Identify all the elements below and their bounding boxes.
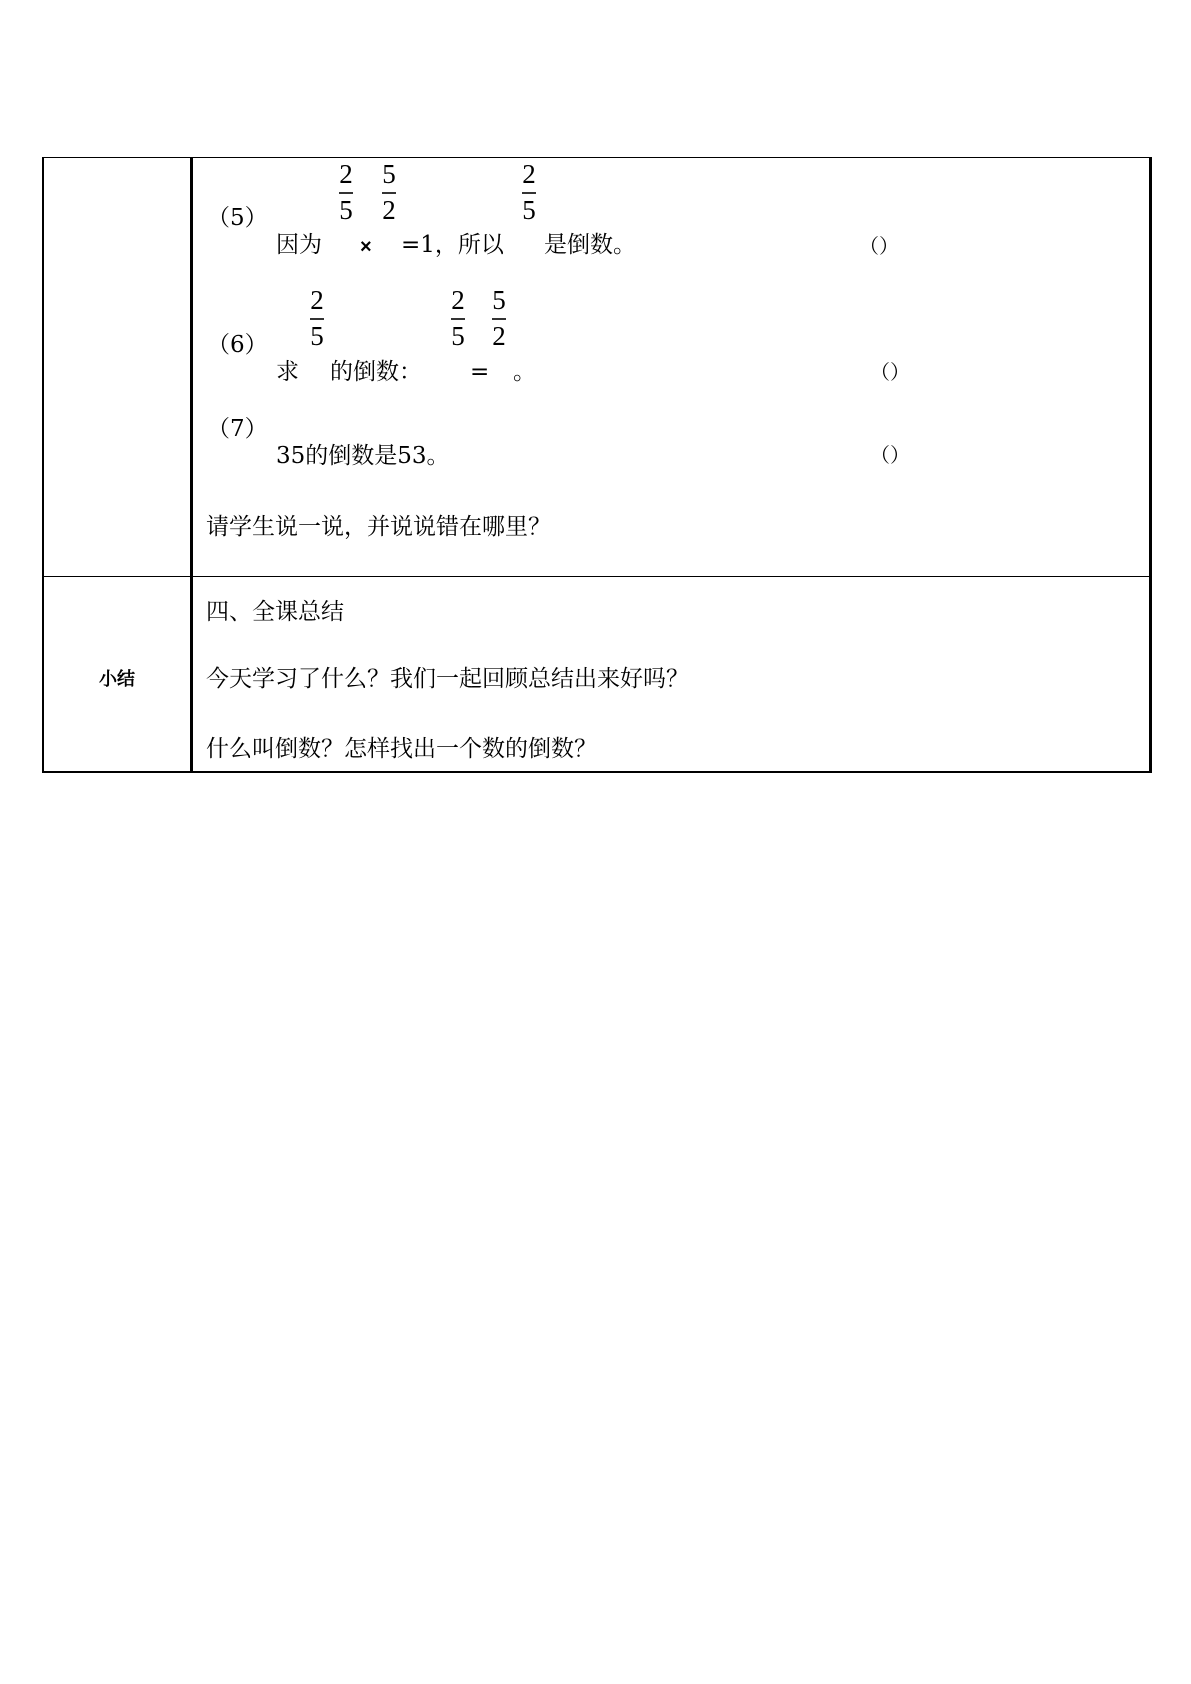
- table-right-border: [1149, 157, 1152, 773]
- item-number: （7）: [207, 416, 268, 442]
- fraction-two-fifths: 2 5: [339, 159, 353, 225]
- table-column-divider: [190, 157, 193, 773]
- table-bottom-border: [42, 771, 1152, 773]
- table-left-border: [42, 157, 44, 773]
- fraction-two-fifths: 2 5: [451, 285, 465, 351]
- equals-sign: =: [470, 359, 490, 385]
- item-number: （5）: [207, 205, 268, 231]
- statement-text: 35的倒数是53。: [276, 443, 450, 469]
- statement-text: 求: [276, 359, 299, 385]
- summary-question: 什么叫倒数？怎样找出一个数的倒数？: [206, 736, 597, 762]
- fraction-two-fifths: 2 5: [522, 159, 536, 225]
- table-top-border: [42, 157, 1152, 158]
- fraction-five-halves: 5 2: [492, 285, 506, 351]
- discussion-prompt: 请学生说一说，并说说错在哪里？: [206, 514, 551, 540]
- section-heading: 四、全课总结: [206, 599, 344, 625]
- statement-text: =1，所以: [401, 232, 504, 258]
- answer-blank[interactable]: （）: [859, 236, 899, 258]
- table-row-divider: [42, 576, 1152, 577]
- statement-text: 是倒数。: [544, 232, 636, 258]
- fraction-five-halves: 5 2: [382, 159, 396, 225]
- fraction-two-fifths: 2 5: [310, 285, 324, 351]
- statement-text: 因为: [276, 232, 322, 258]
- times-sign: ×: [360, 236, 372, 258]
- item-number: （6）: [207, 332, 268, 358]
- answer-blank[interactable]: （）: [870, 445, 910, 467]
- row-label-summary: 小结: [99, 669, 135, 689]
- statement-text: 的倒数：: [330, 359, 422, 385]
- summary-question: 今天学习了什么？我们一起回顾总结出来好吗？: [206, 666, 689, 692]
- statement-text: 。: [513, 359, 536, 385]
- answer-blank[interactable]: （）: [870, 362, 910, 384]
